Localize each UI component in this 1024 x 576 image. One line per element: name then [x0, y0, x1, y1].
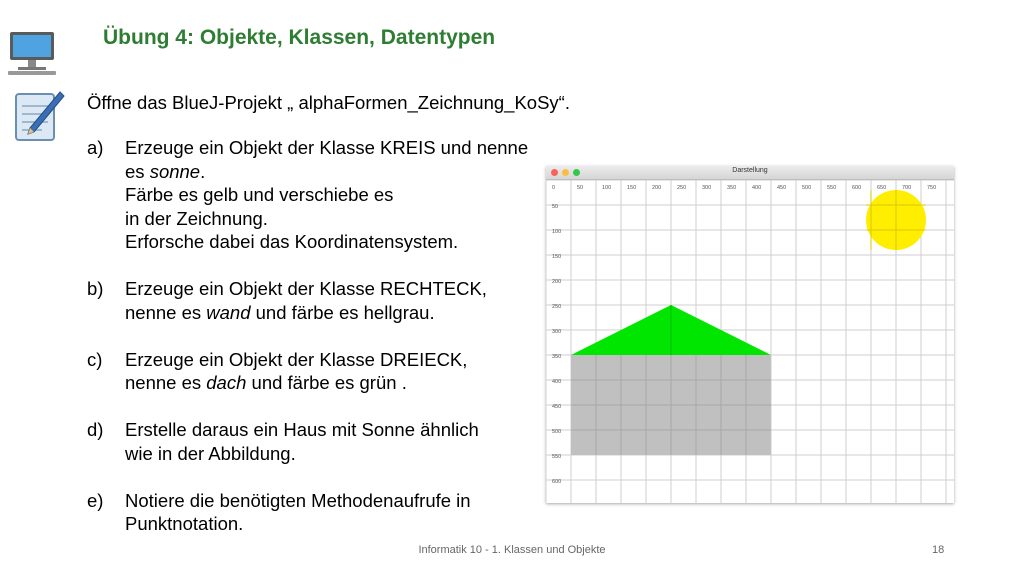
task-line: nenne es dach und färbe es grün .: [125, 372, 407, 393]
x-tick-label: 650: [877, 185, 887, 191]
task-letter: b): [87, 278, 104, 299]
x-tick-label: 600: [852, 185, 862, 191]
x-tick-label: 750: [927, 185, 937, 191]
task-line: wie in der Abbildung.: [125, 442, 296, 464]
footer-text: Informatik 10 - 1. Klassen und Objekte: [418, 544, 606, 556]
window-titlebar: [546, 166, 954, 180]
task-item: [87, 348, 528, 395]
x-tick-label: 250: [677, 185, 687, 191]
notepad-pencil-icon: [12, 88, 66, 144]
x-tick-label: 700: [902, 185, 912, 191]
task-letter: a): [87, 137, 104, 158]
y-tick-label: 450: [552, 404, 562, 410]
task-line: Erzeuge ein Objekt der Klasse DREIECK,: [125, 348, 468, 370]
task-line: es sonne.: [125, 160, 206, 182]
x-tick-label: 100: [602, 185, 612, 191]
task-letter: e): [87, 489, 104, 511]
intro-text: Öffne das BlueJ-Projekt „ alphaFormen_Zeichnung_KoSy“.: [87, 92, 570, 113]
x-tick-label: 0: [552, 185, 556, 191]
task-line: Punktnotation.: [125, 513, 244, 534]
drawing-window: [546, 166, 954, 503]
task-text: [125, 489, 471, 536]
y-tick-label: 400: [552, 379, 562, 385]
y-tick-label: 50: [552, 204, 559, 210]
x-tick-label: 450: [777, 185, 787, 191]
x-tick-label: 400: [752, 185, 762, 191]
computer-icon: [6, 30, 58, 76]
task-text: [125, 277, 487, 324]
task-item: [87, 489, 528, 536]
task-text: [125, 418, 479, 465]
page-number: 18: [932, 544, 945, 556]
task-letter: c): [87, 348, 103, 370]
y-tick-label: 250: [552, 304, 562, 310]
y-tick-label: 500: [552, 429, 562, 435]
task-item: [87, 418, 528, 465]
task-line: Erzeuge ein Objekt der Klasse RECHTECK,: [125, 278, 487, 299]
y-tick-label: 200: [552, 279, 562, 285]
x-tick-label: 150: [627, 185, 637, 191]
x-tick-label: 50: [577, 185, 584, 191]
y-tick-label: 150: [552, 254, 562, 260]
y-tick-label: 550: [552, 454, 562, 460]
task-line: nenne es wand und färbe es hellgrau.: [125, 301, 435, 323]
x-tick-label: 300: [702, 185, 712, 191]
x-tick-label: 200: [652, 185, 662, 191]
y-tick-label: 300: [552, 329, 562, 335]
task-line: in der Zeichnung.: [125, 207, 268, 229]
task-line: Erzeuge ein Objekt der Klasse KREIS und nenne: [125, 137, 529, 158]
task-line: Färbe es gelb und verschiebe es: [125, 184, 394, 205]
x-tick-label: 350: [727, 185, 737, 191]
task-item: [87, 136, 528, 254]
x-tick-label: 550: [827, 185, 837, 191]
task-line: Notiere die benötigten Methodenaufrufe in: [125, 489, 471, 511]
task-line: Erstelle daraus ein Haus mit Sonne ähnlich: [125, 419, 479, 440]
task-text: [125, 348, 467, 395]
drawing-canvas: [546, 180, 954, 503]
x-tick-label: 500: [802, 185, 812, 191]
slide-title: Übung 4: Objekte, Klassen, Datentypen: [103, 26, 496, 49]
y-tick-label: 600: [552, 479, 562, 485]
task-list: [87, 136, 528, 559]
window-title: Darstellung: [732, 167, 768, 174]
task-letter: d): [87, 419, 104, 440]
task-text: [125, 136, 528, 254]
y-tick-label: 350: [552, 354, 562, 360]
task-line: Erforsche dabei das Koordinatensystem.: [125, 231, 459, 252]
task-item: [87, 277, 528, 324]
y-tick-label: 100: [552, 229, 562, 235]
